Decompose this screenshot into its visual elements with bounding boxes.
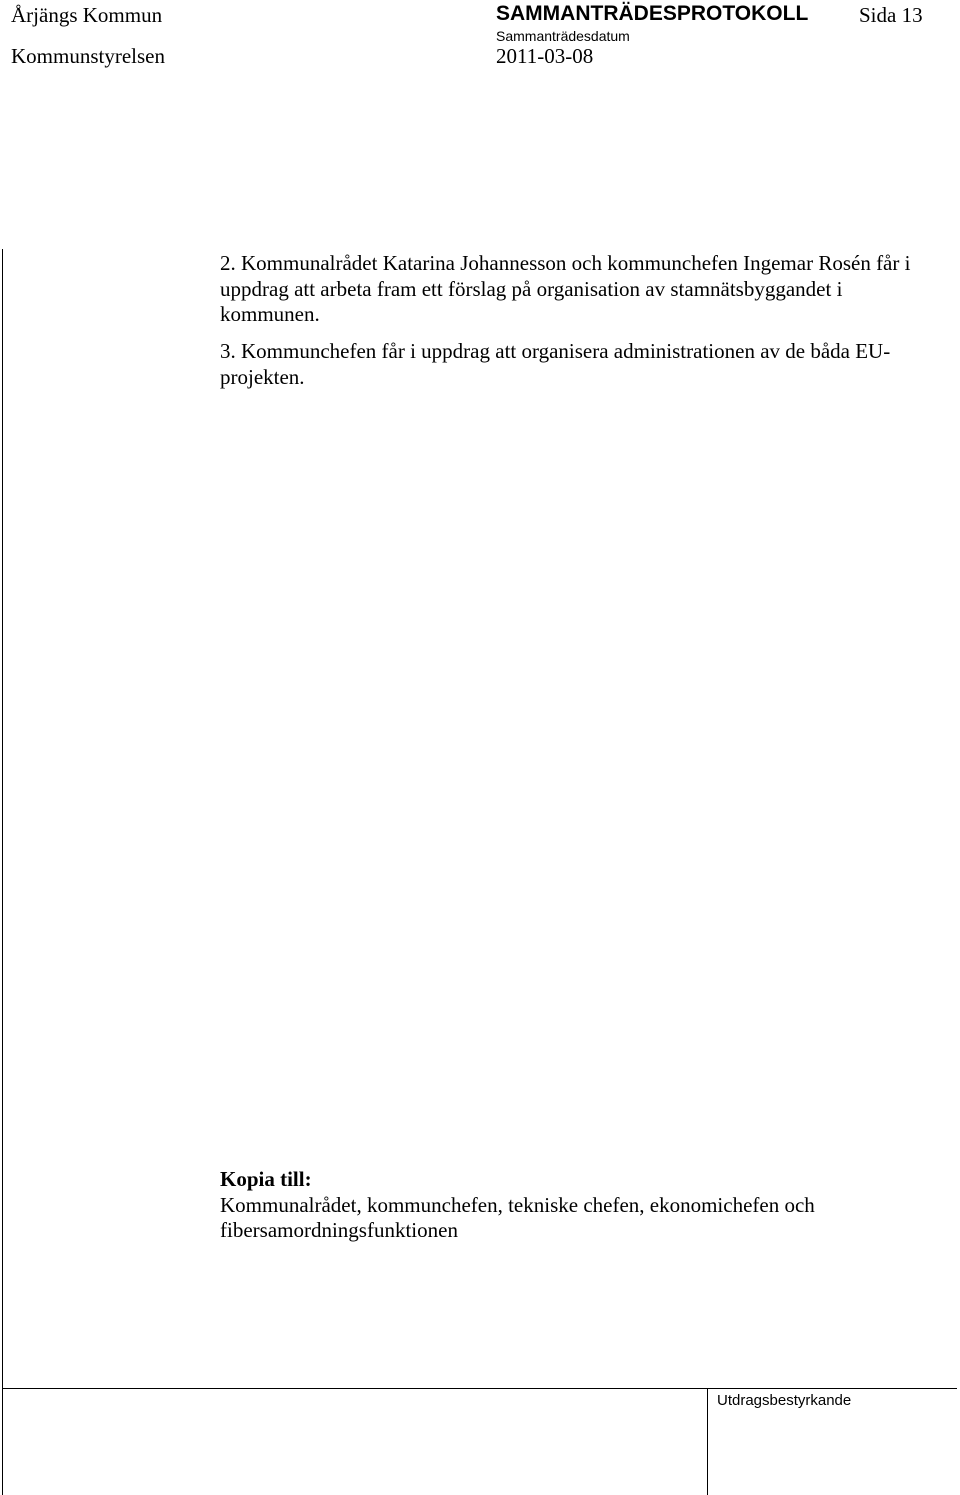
decision-line: kommunen. bbox=[220, 302, 320, 326]
decision-line: uppdrag att arbeta fram ett förslag på organisation av stamnätsbyggandet i bbox=[220, 276, 843, 301]
page-number: Sida 13 bbox=[859, 3, 923, 27]
decision-item-2 bbox=[220, 251, 958, 328]
copy-to-heading: Kopia till: bbox=[220, 1167, 312, 1191]
copy-to-recipients-line: fibersamordningsfunktionen bbox=[220, 1218, 458, 1242]
decision-line: 2. Kommunalrådet Katarina Johannesson och kommunchefen Ingemar Rosén får i bbox=[220, 251, 911, 275]
meeting-date: 2011-03-08 bbox=[496, 44, 594, 68]
organization-name: Årjängs Kommun bbox=[11, 3, 163, 27]
decision-item-3 bbox=[220, 339, 958, 390]
certification-box-rule bbox=[707, 1388, 708, 1495]
decision-line: 3. Kommunchefen får i uppdrag att organisera administrationen av de båda EU- bbox=[220, 339, 891, 363]
meeting-date-label: Sammanträdesdatum bbox=[496, 28, 630, 44]
decision-line: projekten. bbox=[220, 364, 305, 389]
board-name: Kommunstyrelsen bbox=[11, 44, 165, 68]
document-type-title: SAMMANTRÄDESPROTOKOLL bbox=[496, 2, 809, 25]
copy-to-recipients-line: Kommunalrådet, kommunchefen, tekniske chefen, ekonomichefen och bbox=[220, 1192, 815, 1217]
footer-rule bbox=[2, 1388, 957, 1389]
certification-label: Utdragsbestyrkande bbox=[717, 1392, 852, 1409]
left-margin-rule bbox=[2, 249, 3, 1495]
copy-to-section bbox=[220, 1167, 958, 1244]
